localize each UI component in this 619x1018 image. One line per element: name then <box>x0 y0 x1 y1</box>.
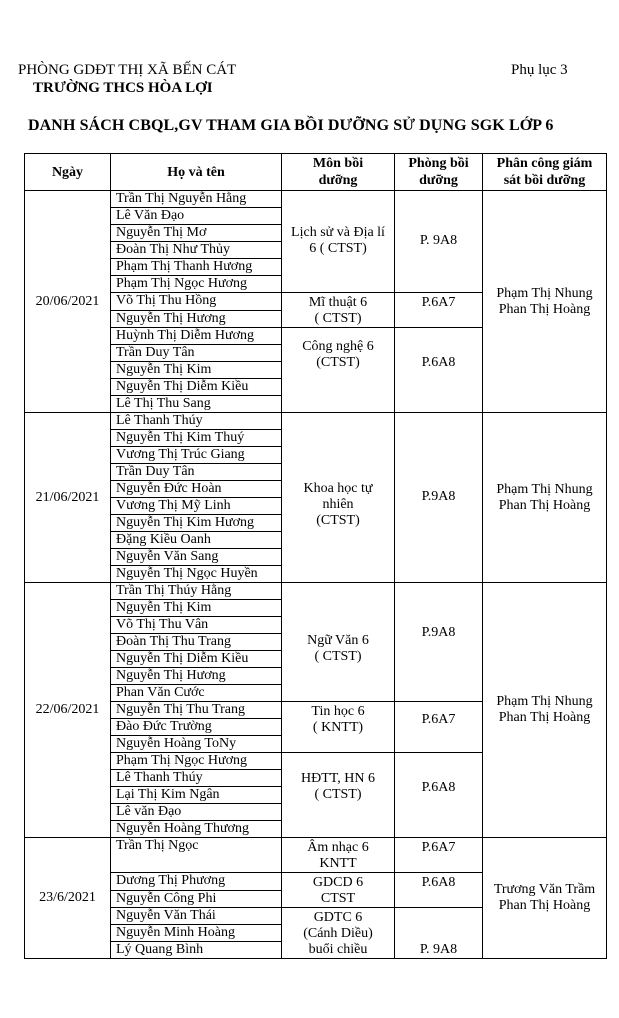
table-row <box>25 413 607 430</box>
participant-name: Võ Thị Thu Vân <box>111 617 282 634</box>
participant-name: Nguyễn Văn Thái <box>111 908 282 925</box>
participant-name: Lê văn Đạo <box>111 804 282 821</box>
participant-name: Lê Thanh Thúy <box>111 770 282 787</box>
participant-name: Dương Thị Phương <box>111 873 282 891</box>
subject-cell <box>282 702 395 753</box>
participant-name: Nguyễn Thị Kim Hương <box>111 515 282 532</box>
supervisor-name: Phạm Thị Nhung <box>496 694 593 709</box>
supervisor-name: Phan Thị Hoàng <box>498 710 591 725</box>
subject-line: CTST <box>320 891 356 906</box>
supervisor-cell <box>483 191 607 413</box>
participant-name: Phan Văn Cước <box>111 685 282 702</box>
subject-cell <box>282 838 395 873</box>
participant-name: Lý Quang Bình <box>111 942 282 959</box>
subject-line: Âm nhạc 6 <box>307 840 369 855</box>
date-cell: 22/06/2021 <box>25 583 111 838</box>
supervisor-name: Phạm Thị Nhung <box>496 481 593 497</box>
participant-name: Đoàn Thị Như Thủy <box>111 242 282 259</box>
participant-name: Võ Thị Thu Hồng <box>111 293 282 311</box>
table-row <box>25 191 607 208</box>
subject-line: Mĩ thuật 6 <box>308 295 368 310</box>
date-cell: 20/06/2021 <box>25 191 111 413</box>
subject-line: Tin học 6 <box>311 704 365 719</box>
subject-line: 6 ( CTST) <box>309 241 367 256</box>
date-cell: 23/6/2021 <box>25 838 111 959</box>
participant-name: Lê Thanh Thúy <box>111 413 282 430</box>
header-date: Ngày <box>25 154 111 191</box>
room-cell: P.9A8 <box>395 583 483 702</box>
participant-name: Lê Thị Thu Sang <box>111 396 282 413</box>
subject-cell <box>282 753 395 838</box>
room-cell: P.6A7 <box>395 702 483 753</box>
supervisor-name: Phan Thị Hoàng <box>498 497 591 513</box>
participant-name: Nguyễn Thị Thu Trang <box>111 702 282 719</box>
participant-name: Nguyễn Đức Hoàn <box>111 481 282 498</box>
participant-name: Nguyễn Thị Diễm Kiều <box>111 379 282 396</box>
participant-name: Lê Văn Đạo <box>111 208 282 225</box>
subject-line: (Cánh Diều) <box>303 926 373 941</box>
table-row <box>25 838 607 873</box>
subject-line: ( CTST) <box>314 311 362 326</box>
participant-name: Đặng Kiều Oanh <box>111 532 282 549</box>
subject-line: HĐTT, HN 6 <box>300 771 375 786</box>
participant-name: Nguyễn Thị Kim Thuý <box>111 430 282 447</box>
participant-name: Nguyễn Thị Diễm Kiều <box>111 651 282 668</box>
participant-name: Phạm Thị Ngọc Hương <box>111 276 282 293</box>
supervisor-name: Trương Văn Trầm <box>493 882 596 897</box>
participant-name: Nguyễn Thị Hương <box>111 310 282 328</box>
participant-name: Nguyễn Minh Hoàng <box>111 925 282 942</box>
school-name: TRƯỜNG THCS HÒA LỢI <box>33 80 213 96</box>
date-cell: 21/06/2021 <box>25 413 111 583</box>
supervisor-name: Phạm Thị Nhung <box>496 285 593 301</box>
participant-name: Nguyễn Văn Sang <box>111 549 282 566</box>
room-cell: P. 9A8 <box>395 908 483 959</box>
participant-name: Trần Duy Tân <box>111 345 282 362</box>
subject-cell <box>282 191 395 293</box>
participant-name: Nguyễn Thị Hương <box>111 668 282 685</box>
participant-name: Nguyễn Thị Ngọc Huyền <box>111 566 282 583</box>
training-schedule-table <box>24 153 607 959</box>
subject-line: ( CTST) <box>314 649 362 664</box>
table-row <box>25 583 607 600</box>
room-cell: P.6A8 <box>395 873 483 908</box>
participant-name: Nguyễn Công Phi <box>111 890 282 908</box>
subject-line: (CTST) <box>316 513 360 528</box>
supervisor-cell <box>483 838 607 959</box>
participant-name: Vương Thị Mỹ Linh <box>111 498 282 515</box>
subject-line: ( KNTT) <box>312 720 364 735</box>
participant-name: Huỳnh Thị Diễm Hương <box>111 328 282 345</box>
subject-line: GDCD 6 <box>312 875 364 890</box>
department-name: PHÒNG GDĐT THỊ XÃ BẾN CÁT <box>18 62 237 78</box>
subject-cell <box>282 413 395 583</box>
subject-cell <box>282 583 395 702</box>
header-subject: Môn bồi dưỡng <box>282 154 395 191</box>
room-cell: P.6A7 <box>395 838 483 873</box>
participant-name: Nguyễn Thị Kim <box>111 600 282 617</box>
room-cell: P.6A8 <box>395 753 483 838</box>
document-title: DANH SÁCH CBQL,GV THAM GIA BỒI DƯỠNG SỬ DỤNG SGK LỚP 6 <box>28 117 554 134</box>
participant-name: Nguyễn Hoàng Thương <box>111 821 282 838</box>
participant-name: Nguyễn Hoàng ToNy <box>111 736 282 753</box>
participant-name: Phạm Thị Ngọc Hương <box>111 753 282 770</box>
subject-line: buổi chiều <box>308 942 368 957</box>
table-body <box>25 191 607 959</box>
subject-line: Công nghệ 6 <box>302 339 374 354</box>
appendix-label: Phụ lục 3 <box>511 62 568 78</box>
subject-cell <box>282 908 395 959</box>
subject-cell <box>282 328 395 413</box>
supervisor-name: Phan Thị Hoàng <box>498 898 591 913</box>
participant-name: Vương Thị Trúc Giang <box>111 447 282 464</box>
header-room: Phòng bồi dưỡng <box>395 154 483 191</box>
room-cell: P.6A8 <box>395 328 483 413</box>
participant-name: Trần Thị Ngọc <box>111 838 282 873</box>
room-cell: P.9A8 <box>395 413 483 583</box>
participant-name: Trần Thị Nguyễn Hằng <box>111 191 282 208</box>
header-supervisor: Phân công giám sát bồi dưỡng <box>483 154 607 191</box>
table-header-row <box>25 154 607 191</box>
supervisor-cell <box>483 413 607 583</box>
room-cell: P. 9A8 <box>395 191 483 293</box>
subject-line: GDTC 6 <box>313 910 363 925</box>
supervisor-cell <box>483 583 607 838</box>
supervisor-name: Phan Thị Hoàng <box>498 301 591 317</box>
subject-line: Khoa học tự <box>303 481 373 496</box>
subject-line: nhiên <box>322 497 354 512</box>
participant-name: Phạm Thị Thanh Hương <box>111 259 282 276</box>
header-name: Họ và tên <box>111 154 282 191</box>
subject-line: Lịch sử và Địa lí <box>291 225 385 240</box>
subject-cell <box>282 873 395 908</box>
participant-name: Đoàn Thị Thu Trang <box>111 634 282 651</box>
participant-name: Lại Thị Kim Ngân <box>111 787 282 804</box>
subject-line: KNTT <box>319 856 357 871</box>
subject-line: ( CTST) <box>314 787 362 802</box>
participant-name: Trần Duy Tân <box>111 464 282 481</box>
room-cell: P.6A7 <box>395 293 483 328</box>
participant-name: Đào Đức Trường <box>111 719 282 736</box>
subject-line: Ngữ Văn 6 <box>307 633 369 648</box>
participant-name: Nguyễn Thị Mơ <box>111 225 282 242</box>
subject-cell <box>282 293 395 328</box>
participant-name: Nguyễn Thị Kim <box>111 362 282 379</box>
participant-name: Trần Thị Thúy Hằng <box>111 583 282 600</box>
subject-line: (CTST) <box>316 355 360 370</box>
